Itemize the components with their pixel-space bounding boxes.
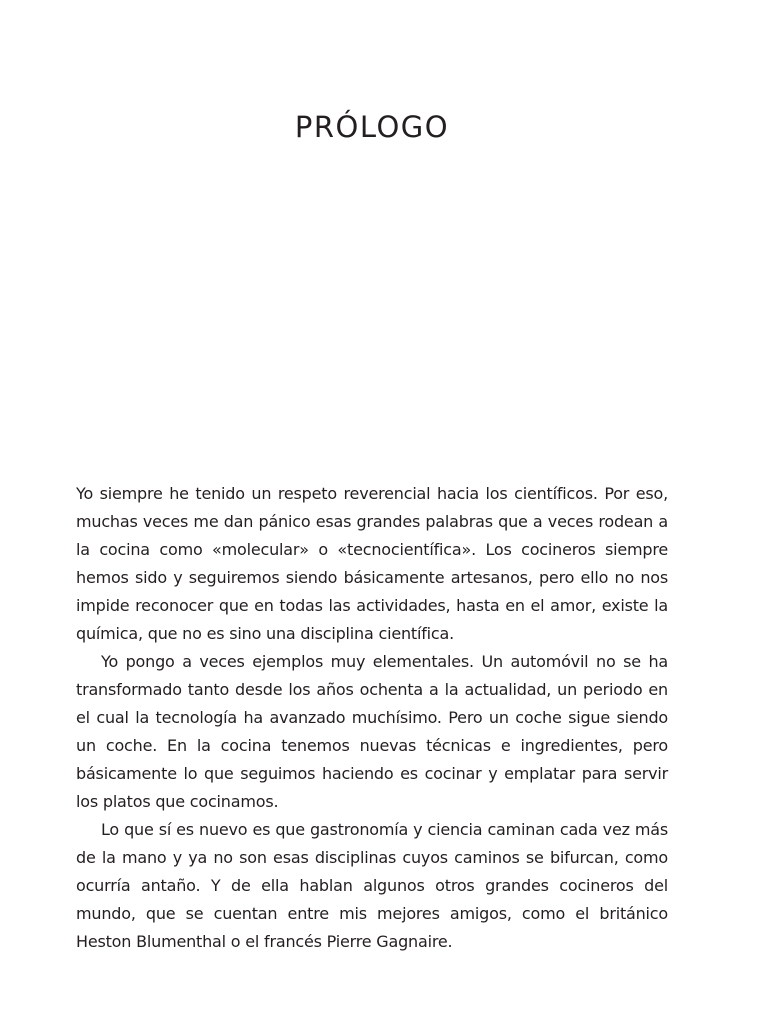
paragraph-2: Yo pongo a veces ejemplos muy elementales. Un automóvil no se ha transformado tanto desde los años ochenta a la actualidad, un periodo en el cual la tecnología ha avanzado muchísimo. Pero un coche sigue siendo un coche. En la cocina tenemos nuevas técnicas e ingredientes, pero básicamente lo que seguimos haciendo es cocinar y emplatar para servir los platos que cocinamos.: [76, 652, 668, 811]
body-text: [76, 480, 668, 956]
paragraph-1: Yo siempre he tenido un respeto reverencial hacia los científicos. Por eso, muchas veces me dan pánico esas grandes palabras que a veces rodean a la cocina como «molecular» o «tecnocientífica». Los cocineros siempre hemos sido y seguiremos siendo básicamente artesanos, pero ello no nos impide reconocer que en todas las actividades, hasta en el amor, existe la química, que no es sino una disciplina científica.: [76, 484, 668, 643]
paragraph-3: Lo que sí es nuevo es que gastronomía y ciencia caminan cada vez más de la mano y ya no son esas disciplinas cuyos caminos se bifurcan, como ocurría antaño. Y de ella hablan algunos otros grandes cocineros del mundo, que se cuentan entre mis mejores amigos, como el británico Heston Blumenthal o el francés Pierre Gagnaire.: [76, 820, 668, 951]
chapter-title: PRÓLOGO: [294, 110, 450, 144]
